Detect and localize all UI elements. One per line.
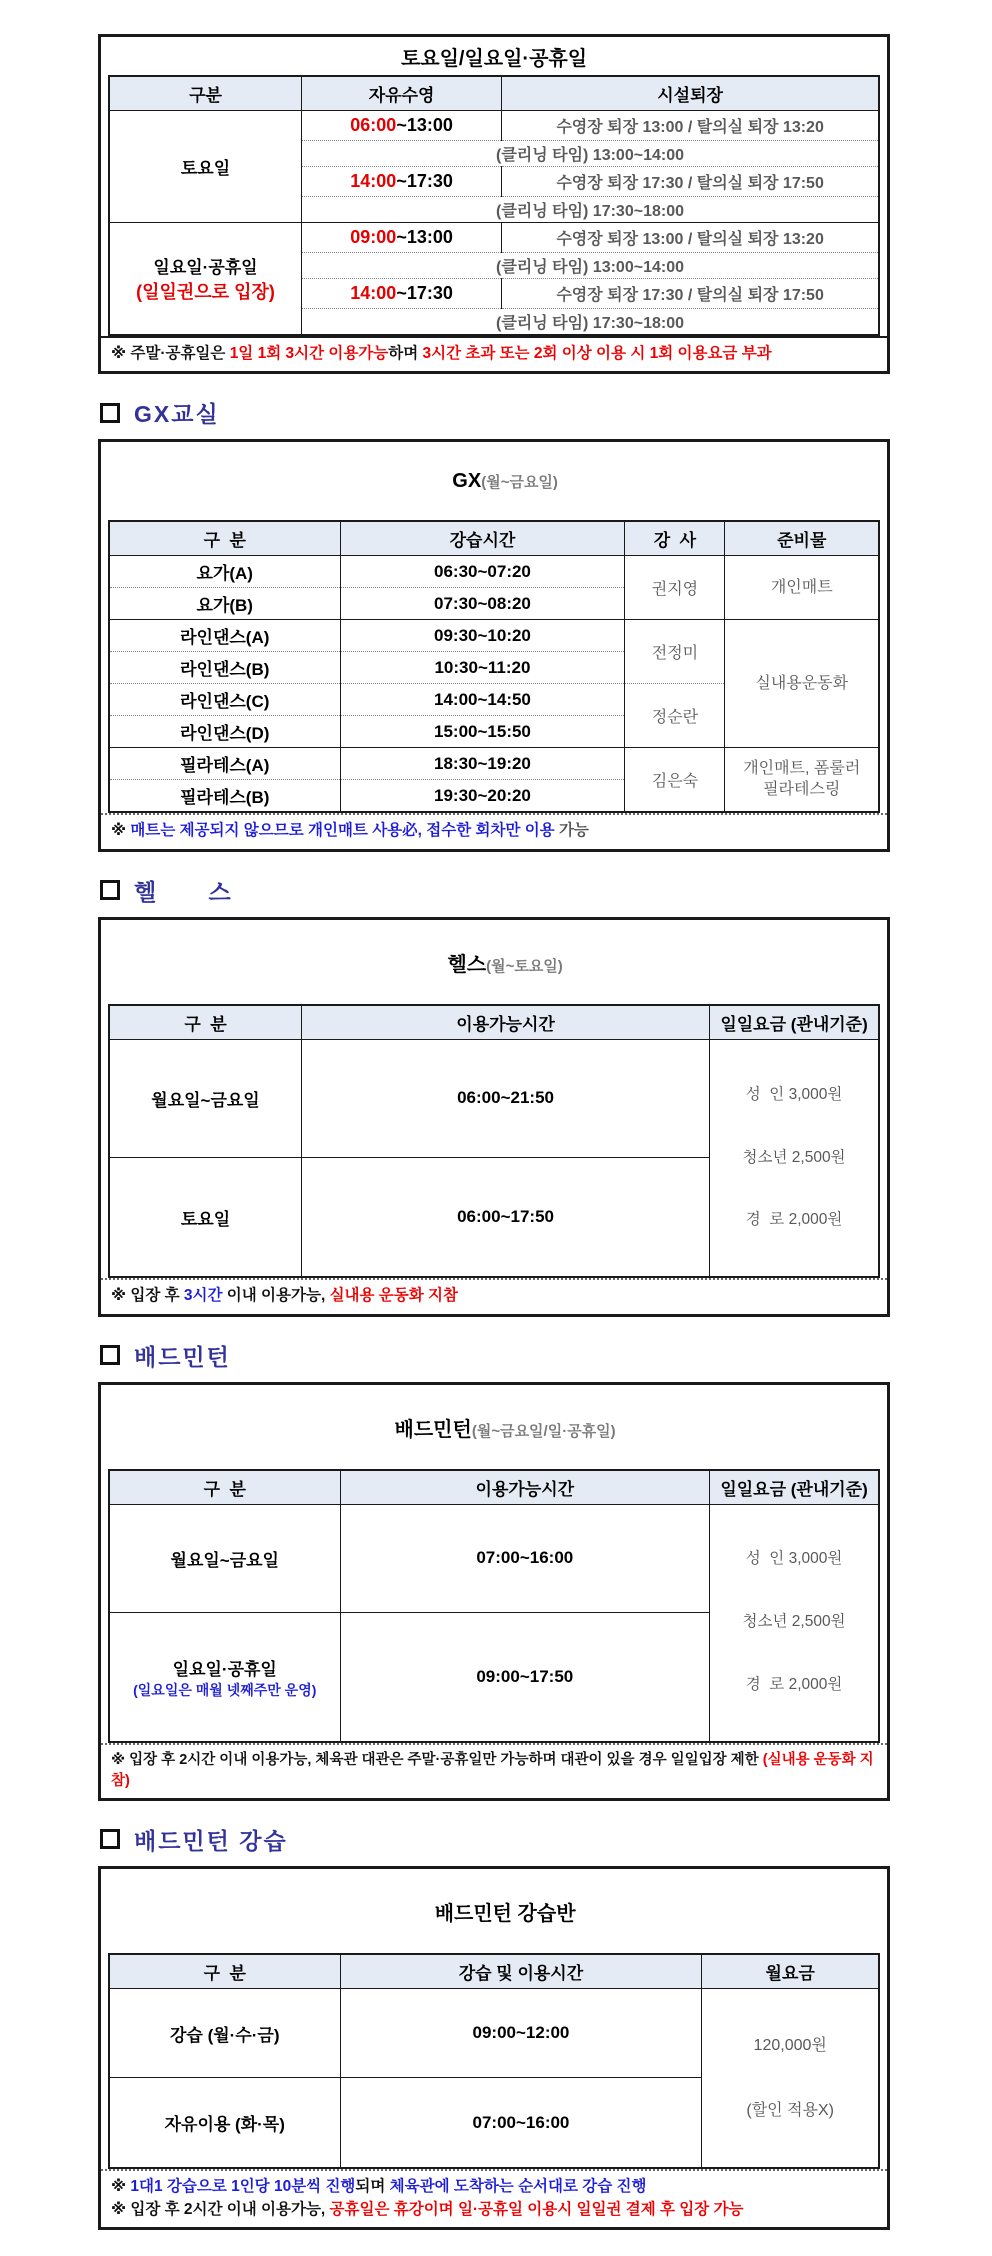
table-row [109,620,879,652]
exit-time-cell: 수영장 퇴장 17:30 / 탈의실 퇴장 17:50 [502,167,879,197]
weekend-note: ※ 주말·공휴일은 1일 1회 3시간 이용가능하며 3시간 초과 또는 2회 이상 이용 시 1회 이용요금 부과 [101,336,887,371]
lesson-col-header-category: 구 분 [109,1954,340,1989]
equipment-cell: 개인매트 [725,556,879,620]
weekend-table [108,75,880,336]
day-sublabel: (일일권으로 입장) [136,282,275,302]
cleaning-time-cell: (클리닝 타임) 17:30~18:00 [302,309,880,336]
health-table-wrap [101,1004,887,1278]
section-heading-label: 헬 스 [134,878,233,905]
gx-col-header-instructor: 강 사 [625,521,725,556]
fee-cell: 성 인 3,000원 청소년 2,500원 경 로 2,000원 [710,1504,879,1742]
day-cell: 일요일·공휴일 (일요일은 매월 넷째주만 운영) [109,1613,340,1742]
square-bullet-icon [100,403,120,423]
square-bullet-icon [100,880,120,900]
section-heading-gx [100,396,890,429]
weekend-header-row [109,76,879,111]
square-bullet-icon [100,1345,120,1365]
day-cell: 토요일 [109,1157,302,1277]
health-table-title: 헬스(월~토요일) [447,953,563,976]
class-name-cell: 필라테스(A) [109,748,340,780]
badminton-table [108,1469,880,1743]
class-time-cell: 19:30~20:20 [340,780,625,813]
class-name-cell: 라인댄스(A) [109,620,340,652]
exit-time-cell: 수영장 퇴장 17:30 / 탈의실 퇴장 17:50 [502,279,879,309]
day-cell: 월요일~금요일 [109,1039,302,1157]
lesson-note-2: ※ 입장 후 2시간 이내 이용가능, 공휴일은 휴강이며 일·공휴일 이용시 일일권 결제 후 입장 가능 [111,2200,744,2218]
weekend-col-header-exit: 시설퇴장 [502,76,879,111]
table-row [109,111,879,141]
class-time-cell: 15:00~15:50 [340,716,625,748]
section-heading-health [100,874,890,907]
table-row [109,223,879,253]
swim-time-cell: 06:00~13:00 [302,111,502,141]
weekend-col-header-category: 구분 [109,76,302,111]
gx-table-title: GX(월~금요일) [452,470,558,493]
badminton-table-title: 배드민턴(월~금요일/일·공휴일) [394,1418,616,1441]
weekend-col-header-freeswim: 자유수영 [302,76,502,111]
equipment-cell: 개인매트, 폼룰러 필라테스링 [725,748,879,813]
square-bullet-icon [100,1829,120,1849]
exit-time-cell: 수영장 퇴장 13:00 / 탈의실 퇴장 13:20 [502,111,879,141]
health-col-header-time: 이용가능시간 [302,1005,710,1040]
gx-col-header-time: 강습시간 [340,521,625,556]
weekend-table-title: 토요일/일요일·공휴일 [400,48,588,70]
class-time-cell: 06:30~07:20 [340,556,625,588]
table-row [109,1504,879,1613]
lesson-header-row [109,1954,879,1989]
gx-table-wrap [101,520,887,813]
lesson-col-header-fee: 월요금 [702,1954,879,1989]
swim-time-cell: 09:00~13:00 [302,223,502,253]
time-cell: 07:00~16:00 [340,2078,702,2169]
class-name-cell: 라인댄스(C) [109,684,340,716]
time-cell: 07:00~16:00 [340,1504,710,1613]
instructor-cell: 전정미 [625,620,725,684]
class-name-cell: 요가(A) [109,556,340,588]
lesson-table-wrap [101,1953,887,2170]
class-name-cell: 라인댄스(B) [109,652,340,684]
instructor-cell: 정순란 [625,684,725,748]
cleaning-time-cell: (클리닝 타임) 13:00~14:00 [302,141,880,167]
lesson-table [108,1953,880,2170]
instructor-cell: 김은숙 [625,748,725,813]
health-col-header-category: 구 분 [109,1005,302,1040]
table-row [109,748,879,780]
instructor-cell: 권지영 [625,556,725,620]
class-time-cell: 14:00~14:50 [340,684,625,716]
health-col-header-fee: 일일요금 (관내기준) [710,1005,879,1040]
lesson-table-title: 배드민턴 강습반 [434,1902,576,1925]
gx-table [108,520,880,813]
gx-header-row [109,521,879,556]
class-name-cell: 필라테스(B) [109,780,340,813]
section-heading-label: 배드민턴 [134,1343,231,1370]
health-table-box [98,917,890,1317]
section-heading-badminton [100,1339,890,1372]
class-time-cell: 07:30~08:20 [340,588,625,620]
health-note: ※ 입장 후 3시간 이내 이용가능, 실내용 운동화 지참 [101,1278,887,1313]
lesson-type-cell: 자유이용 (화·목) [109,2078,340,2169]
table-row [109,556,879,588]
badminton-table-box [98,1382,890,1801]
swim-time-cell: 14:00~17:30 [302,279,502,309]
badminton-table-wrap [101,1469,887,1743]
class-time-cell: 09:30~10:20 [340,620,625,652]
badminton-col-header-fee: 일일요금 (관내기준) [710,1470,879,1505]
lesson-table-box [98,1866,890,2231]
day-cell-saturday [109,111,302,223]
class-time-cell: 10:30~11:20 [340,652,625,684]
day-cell-sunday-holiday [109,223,302,336]
badminton-col-header-time: 이용가능시간 [340,1470,710,1505]
weekend-swim-table [98,34,890,374]
badminton-note: ※ 입장 후 2시간 이내 이용가능, 체육관 대관은 주말·공휴일만 가능하며 대관이 있을 경우 일일입장 제한 (실내용 운동화 지참) [101,1743,887,1798]
time-cell: 06:00~17:50 [302,1157,710,1277]
badminton-col-header-category: 구 분 [109,1470,340,1505]
fee-cell: 120,000원 (할인 적용X) [702,1988,879,2168]
weekend-table-wrap [101,75,887,336]
section-heading-badminton-lesson [100,1823,890,1856]
day-label: 일요일·공휴일 [153,258,258,277]
lesson-type-cell: 강습 (월·수·금) [109,1988,340,2078]
cleaning-time-cell: (클리닝 타임) 17:30~18:00 [302,197,880,223]
class-name-cell: 요가(B) [109,588,340,620]
gx-col-header-equipment: 준비물 [725,521,879,556]
swim-time-cell: 14:00~17:30 [302,167,502,197]
lesson-notes [101,2169,887,2227]
health-table [108,1004,880,1278]
section-heading-label: GX교실 [134,401,220,428]
time-cell: 06:00~21:50 [302,1039,710,1157]
cleaning-time-cell: (클리닝 타임) 13:00~14:00 [302,253,880,279]
gx-table-box [98,439,890,851]
badminton-header-row [109,1470,879,1505]
class-time-cell: 18:30~19:20 [340,748,625,780]
gx-col-header-category: 구 분 [109,521,340,556]
section-heading-label: 배드민턴 강습 [134,1827,288,1854]
day-label: 토요일 [180,159,231,178]
equipment-cell: 실내용운동화 [725,620,879,748]
time-cell: 09:00~12:00 [340,1988,702,2078]
table-row [109,1988,879,2078]
time-cell: 09:00~17:50 [340,1613,710,1742]
gx-note: ※ 매트는 제공되지 않으므로 개인매트 사용必, 접수한 회차만 이용 가능 [101,813,887,848]
lesson-col-header-time: 강습 및 이용시간 [340,1954,702,1989]
health-header-row [109,1005,879,1040]
fee-cell: 성 인 3,000원 청소년 2,500원 경 로 2,000원 [710,1039,879,1277]
lesson-note-1: ※ 1대1 강습으로 1인당 10분씩 진행되며 체육관에 도착하는 순서대로 강습 진행 [111,2178,647,2196]
table-row [109,1039,879,1157]
exit-time-cell: 수영장 퇴장 13:00 / 탈의실 퇴장 13:20 [502,223,879,253]
day-cell: 월요일~금요일 [109,1504,340,1613]
class-name-cell: 라인댄스(D) [109,716,340,748]
